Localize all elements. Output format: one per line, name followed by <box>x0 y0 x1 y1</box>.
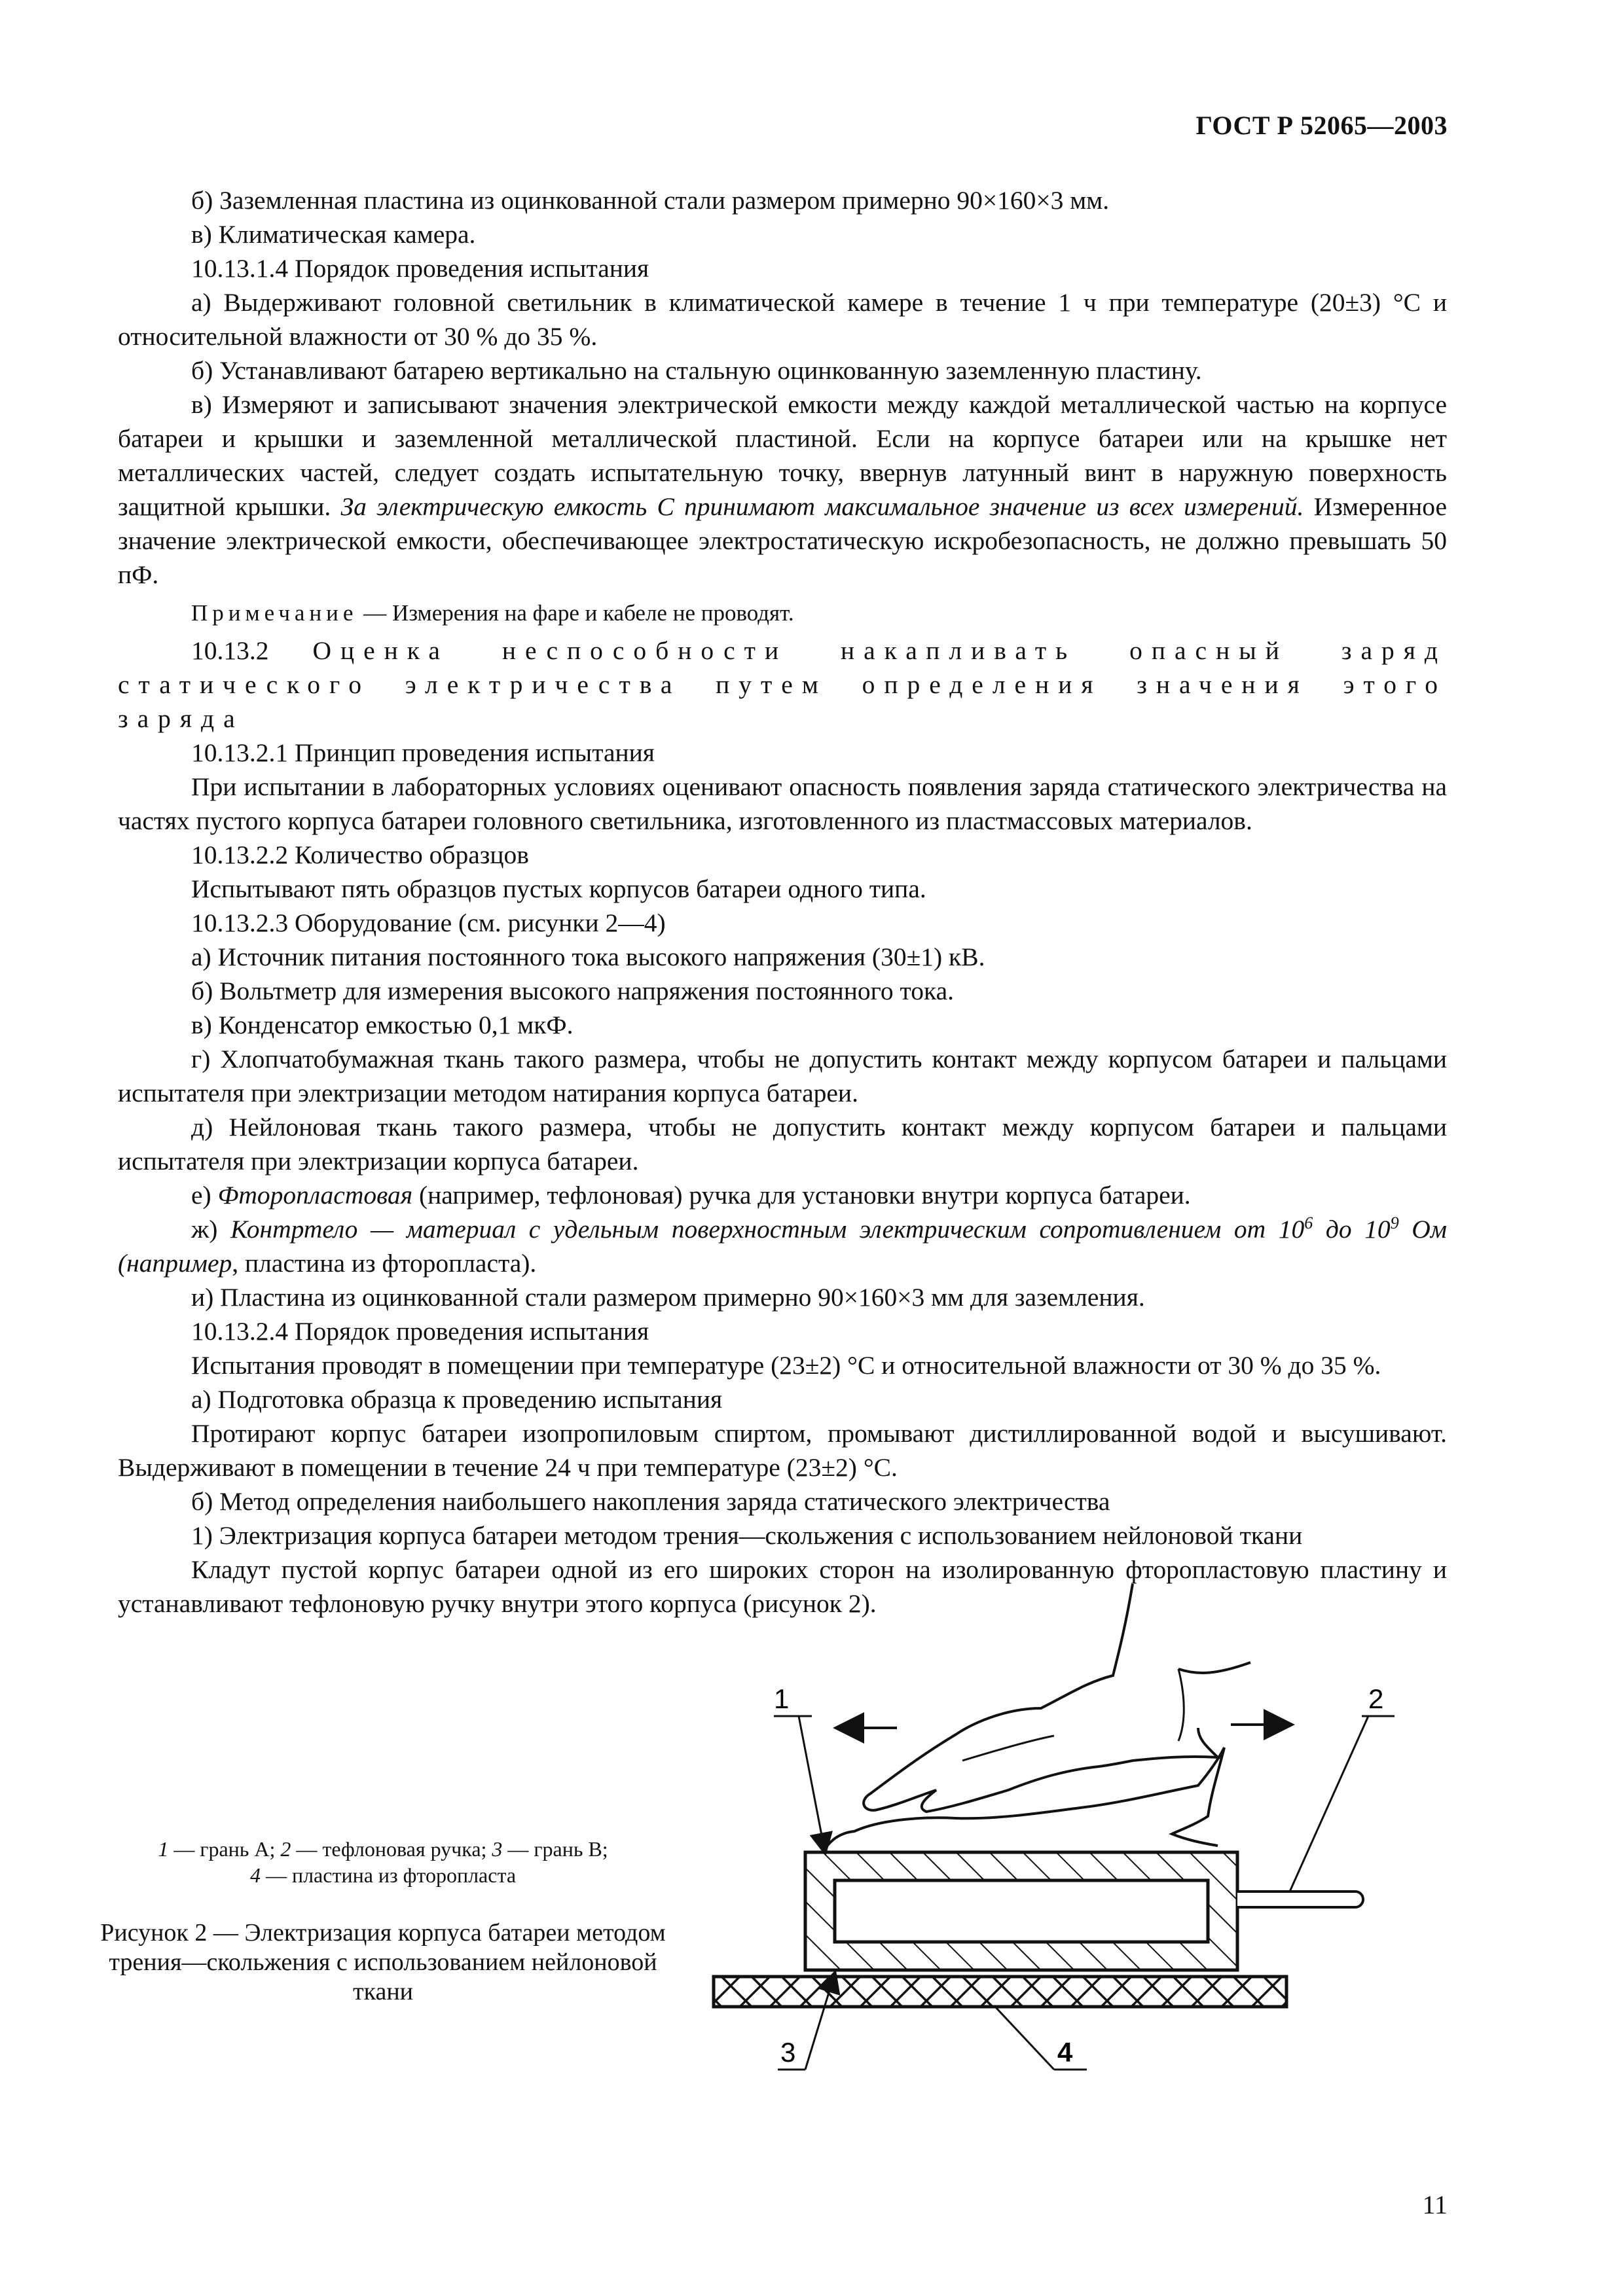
document-number-header: ГОСТ Р 52065—2003 <box>1195 111 1448 140</box>
hand-drawing <box>864 1584 1218 1812</box>
figure-caption-block <box>98 1836 668 2007</box>
legend-text: — грань В; <box>502 1837 608 1861</box>
figure-2-diagram <box>701 1564 1384 2108</box>
legend-num: 1 <box>158 1837 169 1861</box>
legend-text: — грань А; <box>168 1837 281 1861</box>
paragraph: Испытывают пять образцов пустых корпусов батареи одного типа. <box>191 874 926 903</box>
list-item: б) Метод определения наибольшего накопления заряда статического электричества <box>191 1487 1110 1516</box>
legend-num: 4 <box>249 1863 261 1887</box>
paragraph: При испытании в лабораторных условиях оценивают опасность появления заряда статического электричества на частях пустого корпуса батареи головного светильника, изготовленного из пластмассовых материалов. <box>118 772 1447 835</box>
list-item: а) Источник питания постоянного тока высокого напряжения (30±1) кВ. <box>191 942 985 971</box>
leader-line-4 <box>995 2007 1054 2070</box>
section-number: 10.13.2 <box>191 636 269 665</box>
paragraph: Испытания проводят в помещении при температуре (23±2) °С и относительной влажности от 30 % до 35 %. <box>191 1351 1381 1380</box>
exponent: 9 <box>1390 1213 1399 1232</box>
paragraph <box>118 387 1447 592</box>
list-item: а) Подготовка образца к проведению испытания <box>191 1385 723 1414</box>
text-run: , пластина из фторопласта). <box>232 1249 537 1278</box>
list-item: г) Хлопчатобумажная ткань такого размера, чтобы не допустить контакт между корпусом батареи и пальцами испытателя при электризации методом натирания корпуса батареи. <box>118 1045 1447 1107</box>
fluoroplastic-plate <box>714 1977 1286 2007</box>
note <box>118 597 1447 630</box>
item-prefix: е) <box>191 1181 218 1210</box>
legend-text: — пластина из фторопласта <box>260 1863 517 1887</box>
figure-label-4: 4 <box>1057 2037 1073 2068</box>
text-run: Измеренное значение электрической емкости, обеспечивающее электростатическую искробезопасность, не должно превышать 50 пФ. <box>118 492 1447 589</box>
list-item: 1) Электризация корпуса батареи методом трения—скольжения с использованием нейлоновой ткани <box>191 1521 1303 1550</box>
knuckle-line <box>1178 1669 1184 1741</box>
item-prefix: ж) <box>191 1215 231 1244</box>
teflon-handle <box>1237 1892 1363 1907</box>
figure-label-3: 3 <box>780 2037 796 2068</box>
section-heading <box>118 634 1447 736</box>
paragraph: в) Климатическая камера. <box>191 220 476 249</box>
legend-text: — тефлоновая ручка; <box>291 1837 492 1861</box>
text-run: в) Измеряют и записывают значения электрической емкости между каждой металлической частью на корпусе батареи и крышки и заземленной металлической пластиной. Если на корпусе батареи или на крышке нет металлических частей, следует создать испытательную точку, ввернув латунный винт в наружную поверхность защитной крышки. <box>118 390 1447 521</box>
sleeve-line <box>1178 1662 1250 1673</box>
list-item: в) Конденсатор емкостью 0,1 мкФ. <box>191 1011 574 1039</box>
main-text <box>118 183 1447 1621</box>
section-heading: 10.13.2.3 Оборудование (см. рисунки 2—4) <box>191 908 666 937</box>
figure-legend <box>98 1836 668 1888</box>
section-heading: 10.13.2.2 Количество образцов <box>191 840 529 869</box>
list-item: и) Пластина из оцинкованной стали размером примерно 90×160×3 мм для заземления. <box>191 1283 1145 1312</box>
exponent: 6 <box>1304 1213 1313 1232</box>
section-heading: 10.13.2.1 Принцип проведения испытания <box>191 738 655 767</box>
note-text: — Измерения на фаре и кабеле не проводят. <box>363 600 794 626</box>
section-title: Оценка неспособности накапливать опасный заряд статического электричества путем определения значения этого заряда <box>118 636 1447 733</box>
list-item: б) Вольтметр для измерения высокого напряжения постоянного тока. <box>191 977 954 1005</box>
legend-num: 3 <box>492 1837 503 1861</box>
leader-line-2 <box>1290 1716 1368 1892</box>
figure-label-1: 1 <box>774 1683 790 1714</box>
italic-text: Фторопластовая <box>217 1181 413 1210</box>
list-item <box>118 1178 1447 1212</box>
paragraph: б) Заземленная пластина из оцинкованной стали размером примерно 90×160×3 мм. <box>191 186 1110 215</box>
text-run: до 10 <box>1313 1215 1391 1244</box>
italic-text: За электрическую емкость С принимают максимальное значение из всех измерений. <box>340 492 1304 521</box>
text-run: Контртело — материал с удельным поверхностным электрическим сопротивлением от 10 <box>230 1215 1305 1244</box>
paragraph: а) Выдерживают головной светильник в климатической камере в течение 1 ч при температуре (20±3) °С и относительной влажности от 30 % до 35 %. <box>118 288 1447 351</box>
paragraph: Протирают корпус батареи изопропиловым спиртом, промывают дистиллированной водой и высушивают. Выдерживают в помещении в течение 24 ч при температуре (23±2) °С. <box>118 1419 1447 1482</box>
list-item: д) Нейлоновая ткань такого размера, чтобы не допустить контакт между корпусом батареи и пальцами испытателя при электризации корпуса батареи. <box>118 1113 1447 1175</box>
nylon-cloth <box>825 1748 1224 1849</box>
paragraph: Кладут пустой корпус батареи одной из его широких сторон на изолированную фторопластовую пластину и устанавливают тефлоновую ручку внутри этого корпуса (рисунок 2). <box>118 1555 1447 1618</box>
note-label: Примечание <box>191 600 358 626</box>
section-heading: 10.13.2.4 Порядок проведения испытания <box>191 1317 649 1346</box>
section-heading: 10.13.1.4 Порядок проведения испытания <box>191 254 649 283</box>
figure-title: Рисунок 2 — Электризация корпуса батареи методом трения—скольжения с использованием нейлоновой ткани <box>100 1919 666 2005</box>
leader-line-1 <box>799 1716 825 1852</box>
battery-case-cavity <box>835 1880 1208 1942</box>
figure-label-2: 2 <box>1368 1683 1384 1714</box>
list-item <box>118 1212 1447 1280</box>
page-number: 11 <box>1422 2190 1448 2219</box>
text-run: (например, тефлоновая) ручка для установки внутри корпуса батареи. <box>412 1181 1191 1210</box>
finger-line <box>962 1736 1054 1761</box>
text-run: Ом (например <box>118 1215 1448 1278</box>
legend-num: 2 <box>280 1837 291 1861</box>
paragraph: б) Устанавливают батарею вертикально на стальную оцинкованную заземленную пластину. <box>191 356 1202 385</box>
